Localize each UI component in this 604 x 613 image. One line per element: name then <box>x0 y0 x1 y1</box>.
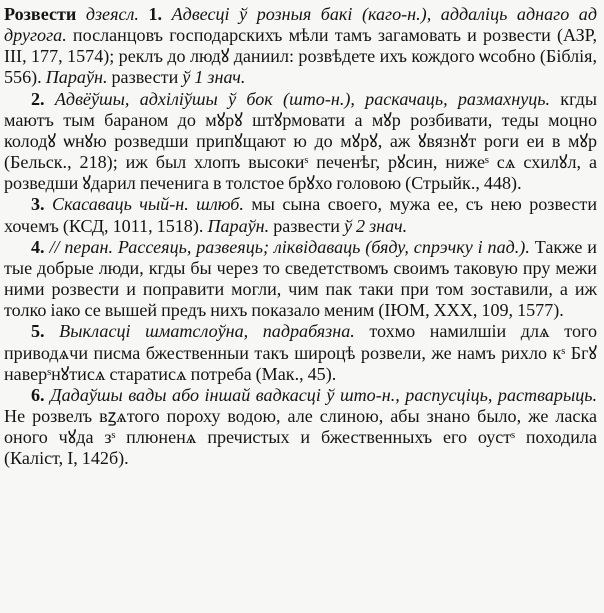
sense-number: 5. <box>31 321 45 342</box>
entry-sense-3 <box>4 194 597 236</box>
sense-definition: Выкласці шматслоўна, падрабязна. <box>59 321 355 342</box>
sense-number: 3. <box>31 194 45 215</box>
sense-definition: Адвёўшы, адхіліўшы ў бок (што-н.), раскачаць, размахнуць. <box>54 88 551 109</box>
sense-definition: Скасаваць чый-н. шлюб. <box>52 194 244 215</box>
sense-quote: посланцовъ господарскихъ мѣли тамъ загамовать и розвести (АЗР, III, 177, 1574); реклъ до людꙋ даниил: розвѣдете ихъ кождого ѡсобно (Біблія, 556). <box>4 25 597 88</box>
compare-ref: ў 2 знач. <box>344 215 408 236</box>
sense-quote: кгды маютъ тым бараном до мꙋрꙋ штꙋрмовати а мꙋр розбивати, теды моцно колодꙋ ѡнꙋю розведши припꙋщают ю до мꙋрꙋ, аж ꙋвязнꙋт роги еи в мꙋр (Бельск., 218); <box>4 88 597 173</box>
sense-quote: иж был хлопъ высокиˢ печенѣг, рꙋсин, нижеˢ сѧ схилꙋл, а розведши ꙋдарил печенига в толстое брꙋхо головою (Стрыйк., 448). <box>4 152 597 194</box>
compare-word: развести <box>107 67 183 88</box>
entry-sense-1 <box>4 4 597 89</box>
sense-quote: Также и тые добрые люди, кгды бы через то сведетствомъ своимъ таковую пру межи ними розвести и поправити могли, чим пак таки при том зоставили, а иж толко іако се вышей предъ нихъ показало меним (ІЮМ, XXX, 109, 1577). <box>4 236 597 321</box>
compare-label: Параўн. <box>45 67 108 88</box>
sense-definition: Дадаўшы вады або іншай вадкасці ў што-н., распусціць, растварыць. <box>50 384 597 405</box>
sense-definition: Адвесці ў розныя бакі (каго-н.), аддаліць аднаго ад другога. <box>4 4 597 46</box>
entry-sense-6 <box>4 385 597 470</box>
entry-sense-2 <box>4 89 597 195</box>
sense-quote: тохмо намилшіи длѧ того приводѧчи писма бжественныи такъ широцѣ розвели, же намъ рихло кˢ Бгꙋ наверˢнꙋтисѧ старатисѧ потреба (Мак., 45). <box>4 321 598 384</box>
part-of-speech: дзеясл. <box>85 4 139 24</box>
sense-quote: Не розвелъ вꙁѧтого пороху водою, але слиною, абы знано было, же ласка оного чꙋда зˢ плюненѧ пречистых и бжественныхъ его оустˢ походила (Каліст, І, 142б). <box>4 405 597 469</box>
headword: Розвести <box>4 4 77 24</box>
sense-definition: // перан. Рассеяць, развеяць; ліквідаваць (бяду, спрэчку і пад.). <box>49 236 530 257</box>
sense-number: 4. <box>31 236 45 257</box>
sense-number: 2. <box>31 88 45 109</box>
sense-quote: мы сына своего, мужа ее, съ нею розвести хочемъ (КСД, 1011, 1518). <box>4 194 597 236</box>
compare-ref: ў 1 знач. <box>182 67 246 88</box>
sense-number: 6. <box>31 384 45 405</box>
entry-sense-4 <box>4 237 597 322</box>
sense-number: 1. <box>148 4 163 24</box>
compare-label: Параўн. <box>207 215 270 236</box>
compare-word: развести <box>269 215 344 236</box>
entry-sense-5 <box>4 321 597 384</box>
